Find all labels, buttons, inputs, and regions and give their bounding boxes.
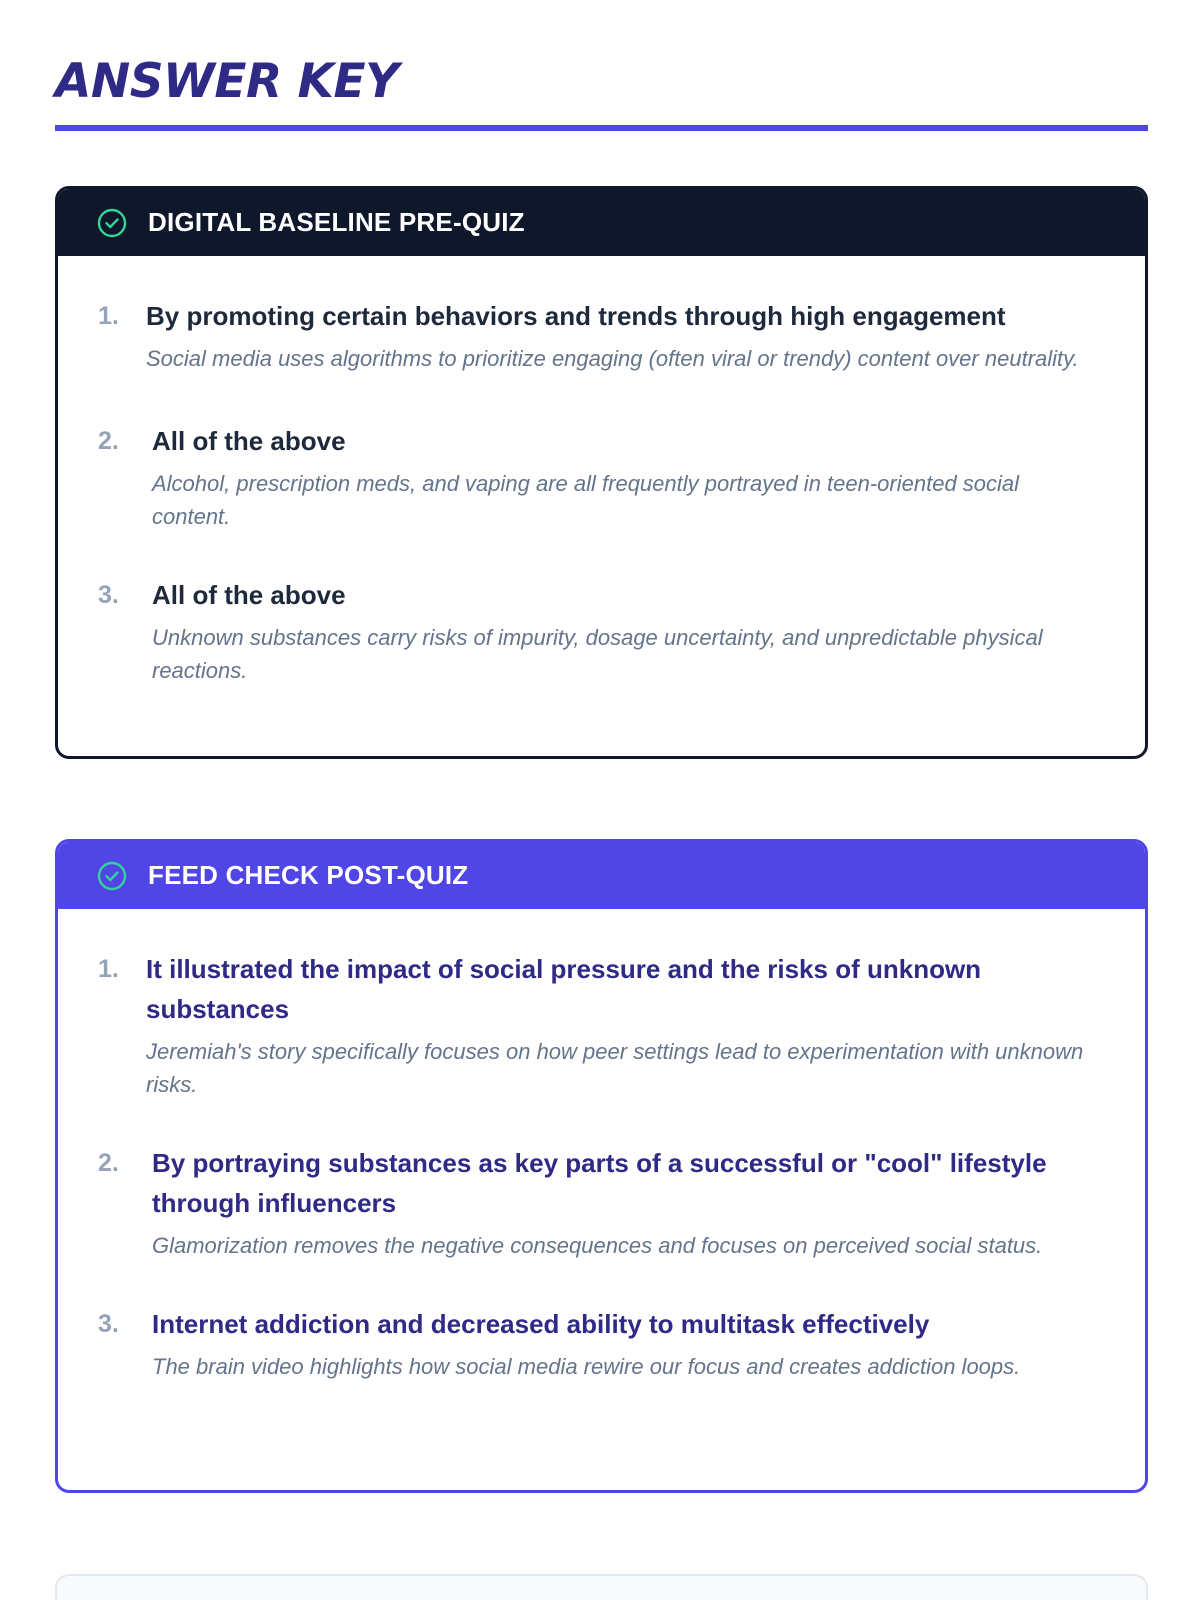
item-number: 2.: [98, 1149, 119, 1177]
list-item: [98, 421, 1095, 533]
list-item: [98, 575, 1095, 687]
item-answer: All of the above: [152, 580, 346, 610]
pre-quiz-list: [58, 256, 1145, 687]
item-explanation: Jeremiah's story specifically focuses on how peer settings lead to experimentation with unknown risks.: [146, 1039, 1084, 1097]
item-number: 3.: [98, 1310, 119, 1338]
post-quiz-title: FEED CHECK POST-QUIZ: [148, 860, 469, 890]
post-quiz-list: [58, 909, 1145, 1383]
post-quiz-header: [58, 842, 1145, 909]
list-item: [98, 949, 1095, 1101]
item-explanation: Glamorization removes the negative consequences and focuses on perceived social status.: [152, 1233, 1043, 1258]
item-answer: By portraying substances as key parts of a successful or "cool" lifestyle through influencers: [152, 1148, 1047, 1218]
item-explanation: Alcohol, prescription meds, and vaping are all frequently portrayed in teen-oriented social content.: [152, 471, 1020, 529]
page-title: ANSWER KEY: [55, 54, 399, 109]
item-answer: It illustrated the impact of social pressure and the risks of unknown substances: [146, 954, 982, 1024]
pre-quiz-header: [58, 189, 1145, 256]
item-answer: By promoting certain behaviors and trends through high engagement: [146, 301, 1006, 331]
pre-quiz-title: DIGITAL BASELINE PRE-QUIZ: [148, 207, 525, 237]
check-circle-icon: [96, 860, 128, 892]
title-divider: [55, 125, 1148, 131]
list-item: [98, 296, 1095, 375]
item-number: 1.: [98, 955, 119, 983]
item-answer: Internet addiction and decreased ability to multitask effectively: [152, 1309, 930, 1339]
list-item: [98, 1304, 1095, 1383]
item-answer: All of the above: [152, 426, 346, 456]
item-number: 3.: [98, 581, 119, 609]
post-quiz-card: [55, 839, 1148, 1493]
pre-quiz-card: [55, 186, 1148, 759]
item-explanation: The brain video highlights how social media rewire our focus and creates addiction loops.: [152, 1354, 1021, 1379]
item-explanation: Social media uses algorithms to prioritize engaging (often viral or trendy) content over neutrality.: [146, 346, 1079, 371]
item-number: 1.: [98, 302, 119, 330]
next-section-card: [55, 1574, 1148, 1600]
item-explanation: Unknown substances carry risks of impurity, dosage uncertainty, and unpredictable physical reactions.: [152, 625, 1043, 683]
list-item: [98, 1143, 1095, 1262]
item-number: 2.: [98, 427, 119, 455]
check-circle-icon: [96, 207, 128, 239]
